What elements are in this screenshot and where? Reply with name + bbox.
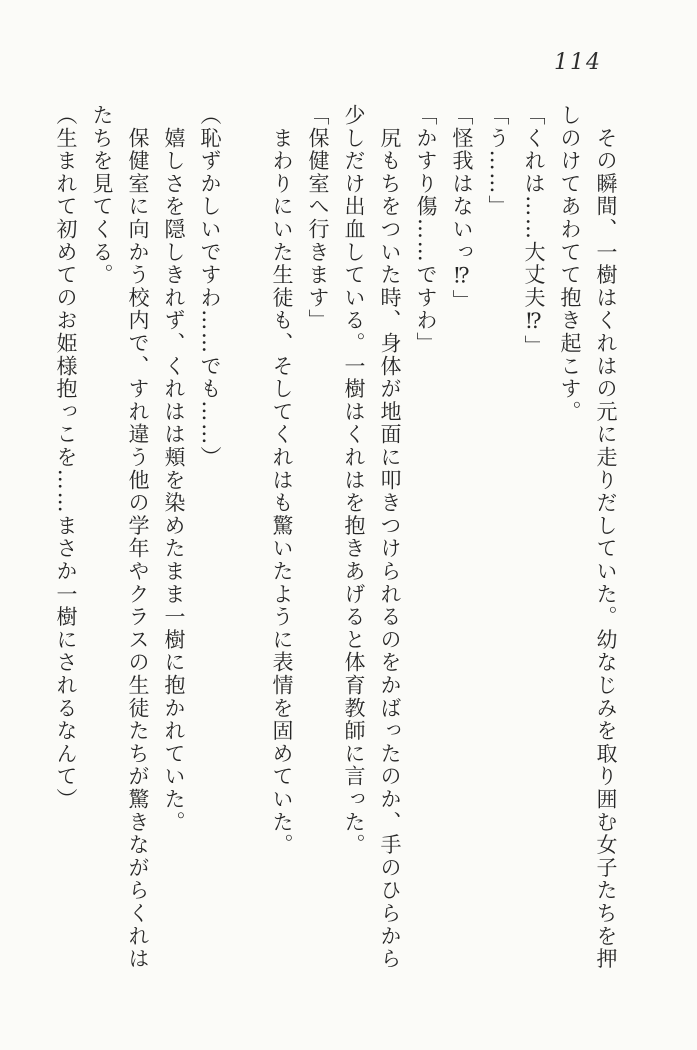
text-line: （生まれて初めてのお姫様抱っこを……まさか一樹にされるなんて） xyxy=(54,104,78,811)
text-line: しのけてあわてて抱き起こす。 xyxy=(558,104,582,424)
text-line: 保健室に向かう校内で、すれ違う他の学年やクラスの生徒たちが驚きながらくれは xyxy=(126,104,150,971)
text-line: 「う……」 xyxy=(486,104,510,218)
text-line: まわりにいた生徒も、そしてくれはも驚いたように表情を固めていた。 xyxy=(270,104,294,857)
text-line: 嬉しさを隠しきれず、くれはは頬を染めたまま一樹に抱かれていた。 xyxy=(162,104,186,834)
text-line: 少しだけ出血している。一樹はくれはを抱きあげると体育教師に言った。 xyxy=(342,104,366,857)
text-line: 「怪我はないっ⁉」 xyxy=(450,104,474,313)
text-line: 「保健室へ行きます」 xyxy=(306,104,330,332)
text-line: その瞬間、一樹はくれはの元に走りだしていた。幼なじみを取り囲む女子たちを押 xyxy=(594,104,618,971)
blank-line xyxy=(228,104,264,974)
text-line: 尻もちをついた時、身体が地面に叩きつけられるのをかばったのか、手のひらから xyxy=(378,104,402,971)
page-number: 114 xyxy=(554,50,602,75)
text-line: 「くれは……大丈夫⁉」 xyxy=(522,104,546,358)
text-line: （恥ずかしいですわ……でも……） xyxy=(198,104,222,469)
text-block xyxy=(48,104,624,974)
text-line: 「かすり傷……ですわ」 xyxy=(414,104,438,355)
text-line: たちを見てくる。 xyxy=(90,104,114,287)
